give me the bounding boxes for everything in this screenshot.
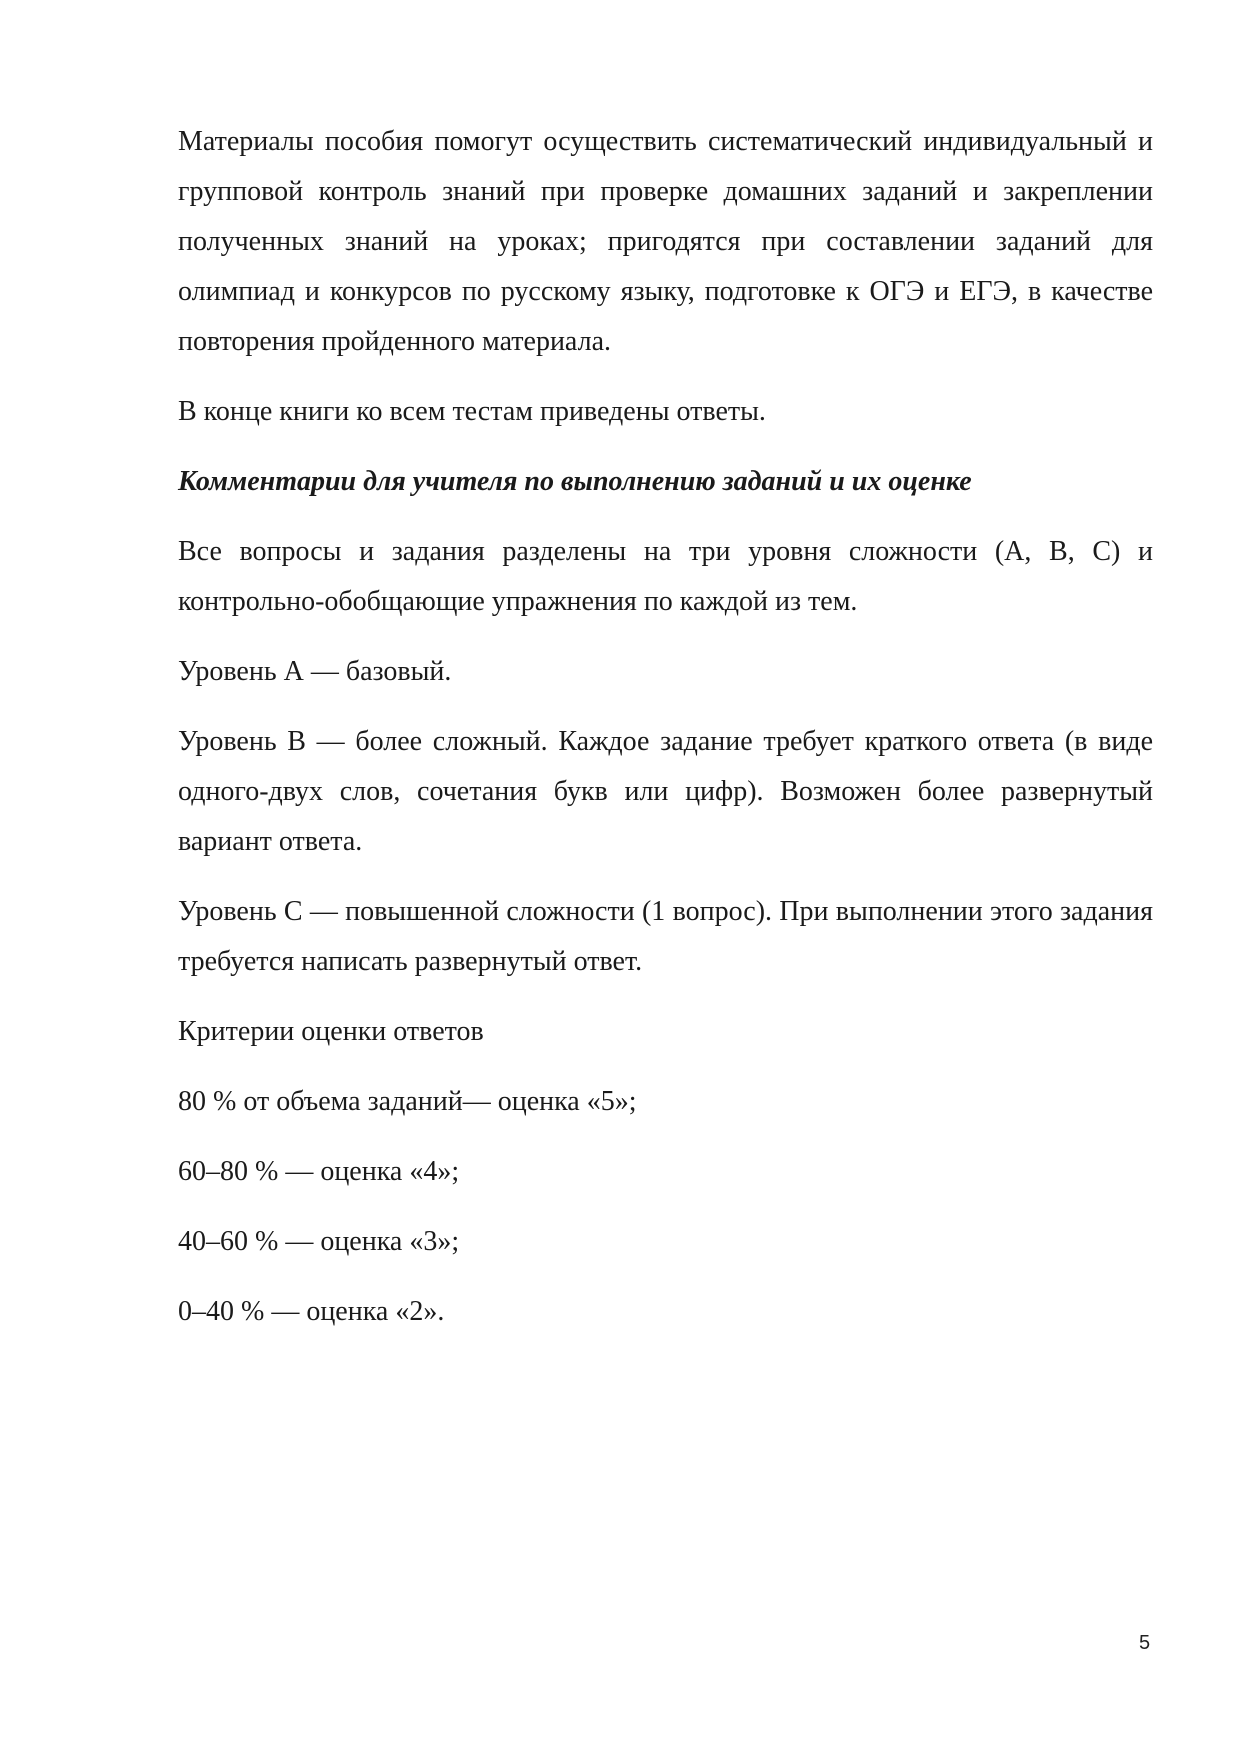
page-content [178, 117, 1153, 1357]
criteria-title: Критерии оценки ответов [178, 1016, 484, 1047]
criteria-item-3: 40–60 % — оценка «3»; [178, 1226, 460, 1257]
section-heading: Комментарии для учителя по выполнению заданий и их оценке [178, 466, 972, 497]
criteria-item-5: 80 % от объема заданий— оценка «5»; [178, 1086, 637, 1117]
level-b-paragraph: Уровень В — более сложный. Каждое задание требует краткого ответа (в виде одного-двух слов, сочетания букв или цифр). Возможен более развернутый вариант ответа. [178, 726, 1153, 857]
answers-note: В конце книги ко всем тестам приведены ответы. [178, 396, 766, 427]
level-a-paragraph: Уровень А — базовый. [178, 656, 452, 687]
level-c-paragraph: Уровень С — повышенной сложности (1 вопрос). При выполнении этого задания требуется написать развернутый ответ. [178, 896, 1153, 977]
intro-paragraph: Материалы пособия помогут осуществить систематический индивидуальный и групповой контроль знаний при проверке домашних заданий и закреплении полученных знаний на уроках; пригодятся при составлении заданий для олимпиад и конкурсов по русскому языку, подготовке к ОГЭ и ЕГЭ, в качестве повторения пройденного материала. [178, 126, 1153, 357]
criteria-item-4: 60–80 % — оценка «4»; [178, 1156, 460, 1187]
levels-intro-paragraph: Все вопросы и задания разделены на три уровня сложности (А, В, С) и контрольно-обобщающие упражнения по каждой из тем. [178, 536, 1153, 617]
page-number: 5 [1139, 1632, 1151, 1654]
criteria-item-2: 0–40 % — оценка «2». [178, 1296, 445, 1327]
